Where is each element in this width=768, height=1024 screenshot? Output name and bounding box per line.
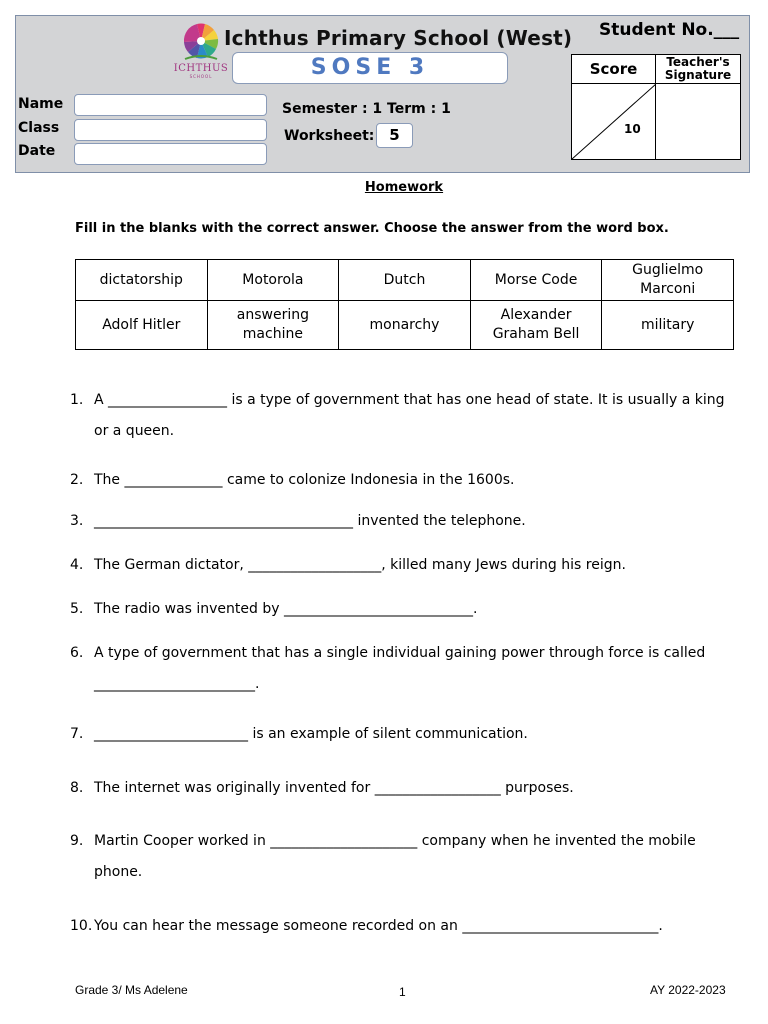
question-7 xyxy=(70,719,735,750)
question-number: 9. xyxy=(70,833,84,849)
question-number: 2. xyxy=(70,472,84,488)
question-2 xyxy=(70,465,735,496)
score-header: Score xyxy=(572,55,656,84)
word-box xyxy=(75,259,734,350)
score-divider-line xyxy=(572,84,656,159)
question-text[interactable]: A _________________ is a type of government that has one head of state. It is usually a king or a queen. xyxy=(94,392,725,439)
logo-subtext: SCHOOL xyxy=(189,74,213,79)
question-text[interactable]: _____________________________________ invented the telephone. xyxy=(94,513,526,529)
question-number: 5. xyxy=(70,601,84,617)
question-1 xyxy=(70,385,735,447)
question-text[interactable]: ______________________ is an example of silent communication. xyxy=(94,726,528,742)
logo-text: ICHTHUS xyxy=(173,63,229,74)
question-number: 10. xyxy=(70,918,93,934)
worksheet-number: 5 xyxy=(376,123,413,148)
word-box-cell: Motorola xyxy=(207,260,339,301)
footer-academic-year: AY 2022-2023 xyxy=(650,983,726,997)
word-box-cell: military xyxy=(602,301,734,350)
question-3 xyxy=(70,506,735,537)
footer-grade-teacher: Grade 3/ Ms Adelene xyxy=(75,983,188,997)
question-number: 7. xyxy=(70,726,84,742)
footer-page-number: 1 xyxy=(399,985,406,999)
word-box-cell: Adolf Hitler xyxy=(76,301,208,350)
homework-title: Homework xyxy=(364,180,444,195)
question-6 xyxy=(70,638,735,700)
question-text[interactable]: The internet was originally invented for __________________ purposes. xyxy=(94,780,574,796)
word-box-cell: answering machine xyxy=(207,301,339,350)
word-box-cell: Morse Code xyxy=(470,260,602,301)
question-text[interactable]: The German dictator, ___________________, killed many Jews during his reign. xyxy=(94,557,626,573)
signature-header xyxy=(656,55,740,84)
word-box-cell: Guglielmo Marconi xyxy=(602,260,734,301)
question-8 xyxy=(70,773,735,804)
score-cell[interactable] xyxy=(572,84,656,159)
question-5 xyxy=(70,594,735,625)
signature-label-line2: Signature xyxy=(664,68,732,82)
question-4 xyxy=(70,550,735,581)
logo-emblem-icon xyxy=(179,19,223,63)
question-text[interactable]: A type of government that has a single individual gaining power through force is called _______________________. xyxy=(94,645,706,692)
question-text[interactable]: Martin Cooper worked in _____________________ company when he invented the mobile phone. xyxy=(94,833,696,880)
score-table xyxy=(571,54,741,160)
question-text[interactable]: The radio was invented by ___________________________. xyxy=(94,601,478,617)
instructions: Fill in the blanks with the correct answer. Choose the answer from the word box. xyxy=(75,221,669,236)
worksheet-label: Worksheet: xyxy=(284,128,375,144)
class-field[interactable] xyxy=(74,119,267,141)
date-label: Date xyxy=(18,143,56,159)
question-number: 6. xyxy=(70,645,84,661)
subject-title: SOSE 3 xyxy=(232,52,508,84)
semester-term: Semester : 1 Term : 1 xyxy=(282,101,451,117)
question-number: 8. xyxy=(70,780,84,796)
word-box-cell: monarchy xyxy=(339,301,471,350)
question-text[interactable]: You can hear the message someone recorded on an ____________________________. xyxy=(94,918,663,934)
question-10 xyxy=(70,911,735,942)
school-name: Ichthus Primary School (West) xyxy=(224,26,573,50)
class-label: Class xyxy=(18,120,60,136)
student-number-field[interactable]: Student No.___ xyxy=(599,20,740,40)
date-field[interactable] xyxy=(74,143,267,165)
question-number: 1. xyxy=(70,392,84,408)
word-box-cell: Alexander Graham Bell xyxy=(470,301,602,350)
name-field[interactable] xyxy=(74,94,267,116)
worksheet-header xyxy=(15,15,750,173)
word-box-cell: dictatorship xyxy=(76,260,208,301)
question-number: 3. xyxy=(70,513,84,529)
question-text[interactable]: The ______________ came to colonize Indonesia in the 1600s. xyxy=(94,472,515,488)
name-label: Name xyxy=(18,96,64,112)
signature-label-line1: Teacher's xyxy=(666,55,730,69)
word-box-cell: Dutch xyxy=(339,260,471,301)
question-number: 4. xyxy=(70,557,84,573)
question-9 xyxy=(70,826,735,888)
score-max: 10 xyxy=(624,122,641,136)
